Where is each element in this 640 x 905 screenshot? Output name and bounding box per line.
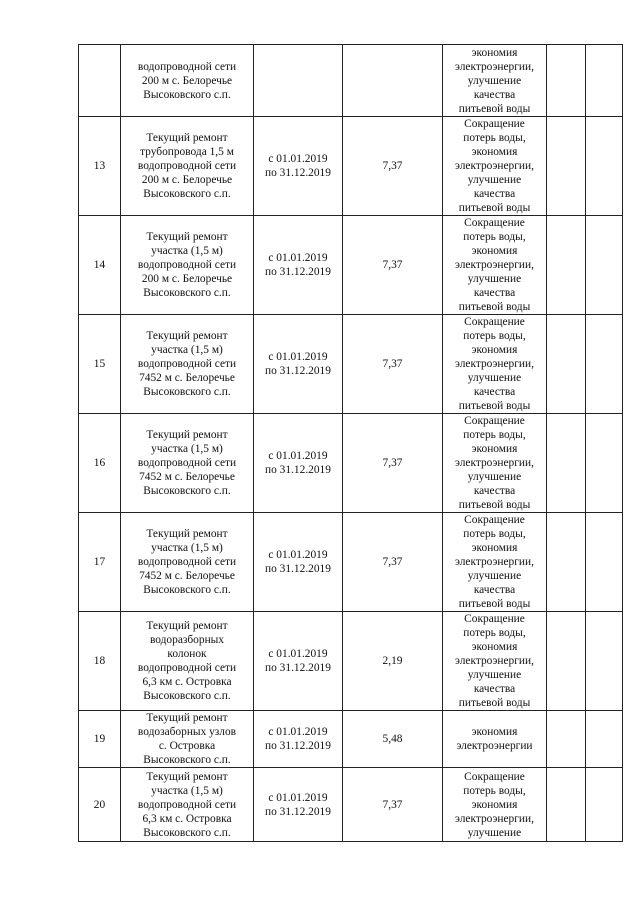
- effect-text: Сокращение потерь воды, экономия электроэнергии, улучшение: [455, 770, 534, 839]
- extra-cell: [547, 414, 586, 513]
- extra-cell: [547, 612, 586, 711]
- table-body: [79, 45, 623, 842]
- row-number-text: 14: [93, 259, 106, 271]
- period-text: с 01.01.2019 по 31.12.2019: [265, 252, 331, 278]
- extra-cell: [586, 768, 623, 842]
- effect-text: Сокращение потерь воды, экономия электроэнергии, улучшение качества питьевой воды: [455, 217, 534, 313]
- effect-cell: [443, 45, 547, 117]
- work-description-text: Текущий ремонт участка (1,5 м) водопроводной сети 6,3 км с. Островка Высоковского с.п.: [137, 770, 237, 839]
- cost-text: 7,37: [382, 259, 403, 271]
- row-number-cell: [79, 768, 121, 842]
- effect-text: Сокращение потерь воды, экономия электроэнергии, улучшение качества питьевой воды: [455, 415, 534, 511]
- period-text: с 01.01.2019 по 31.12.2019: [265, 351, 331, 377]
- extra-cell: [547, 45, 586, 117]
- work-description-cell: [121, 414, 254, 513]
- effect-text: Сокращение потерь воды, экономия электроэнергии, улучшение качества питьевой воды: [455, 613, 534, 709]
- row-number-cell: [79, 711, 121, 768]
- period-cell: [254, 711, 343, 768]
- row-number-text: 13: [93, 160, 106, 172]
- effect-cell: [443, 315, 547, 414]
- cost-cell: [343, 117, 443, 216]
- extra-cell: [586, 216, 623, 315]
- extra-cell: [586, 513, 623, 612]
- extra-cell: [547, 768, 586, 842]
- table-row: [79, 711, 623, 768]
- extra-cell: [586, 711, 623, 768]
- work-description-text: водопроводной сети 200 м с. Белоречье Высоковского с.п.: [137, 60, 237, 101]
- work-description-text: Текущий ремонт водозаборных узлов с. Островка Высоковского с.п.: [137, 712, 237, 766]
- cost-text: 7,37: [382, 160, 403, 172]
- period-cell: [254, 216, 343, 315]
- period-cell: [254, 513, 343, 612]
- extra-cell: [547, 117, 586, 216]
- work-description-cell: [121, 315, 254, 414]
- row-number-cell: [79, 45, 121, 117]
- row-number-cell: [79, 414, 121, 513]
- row-number-cell: [79, 117, 121, 216]
- extra-cell: [586, 117, 623, 216]
- effect-text: экономия электроэнергии, улучшение качества питьевой воды: [455, 46, 534, 115]
- cost-text: 7,37: [382, 457, 403, 469]
- works-table: [78, 44, 623, 842]
- cost-text: 7,37: [382, 556, 403, 568]
- cost-cell: [343, 768, 443, 842]
- cost-text: 7,37: [382, 798, 403, 811]
- effect-cell: [443, 216, 547, 315]
- cost-cell: [343, 414, 443, 513]
- effect-cell: [443, 768, 547, 842]
- period-text: с 01.01.2019 по 31.12.2019: [265, 450, 331, 476]
- extra-cell: [586, 414, 623, 513]
- cost-cell: [343, 711, 443, 768]
- period-cell: [254, 612, 343, 711]
- table-row: [79, 513, 623, 612]
- cost-text: 2,19: [382, 655, 403, 667]
- extra-cell: [547, 513, 586, 612]
- effect-cell: [443, 117, 547, 216]
- work-description-cell: [121, 216, 254, 315]
- effect-text: экономия электроэнергии: [456, 726, 533, 752]
- row-number-text: 16: [93, 457, 106, 469]
- extra-cell: [586, 612, 623, 711]
- cost-text: 5,48: [382, 733, 403, 745]
- row-number-text: 17: [93, 556, 106, 568]
- work-description-text: Текущий ремонт участка (1,5 м) водопроводной сети 7452 м с. Белоречье Высоковского с.п.: [137, 528, 237, 596]
- table-row: [79, 117, 623, 216]
- table-row: [79, 612, 623, 711]
- row-number-cell: [79, 513, 121, 612]
- period-cell: [254, 315, 343, 414]
- cost-cell: [343, 612, 443, 711]
- work-description-cell: [121, 612, 254, 711]
- work-description-text: Текущий ремонт участка (1,5 м) водопроводной сети 7452 м с. Белоречье Высоковского с.п.: [137, 429, 237, 497]
- cost-cell: [343, 216, 443, 315]
- extra-cell: [547, 216, 586, 315]
- row-number-text: 19: [93, 733, 106, 745]
- row-number-cell: [79, 216, 121, 315]
- work-description-cell: [121, 768, 254, 842]
- effect-cell: [443, 612, 547, 711]
- effect-cell: [443, 711, 547, 768]
- period-text: с 01.01.2019 по 31.12.2019: [265, 726, 331, 752]
- work-description-text: Текущий ремонт водоразборных колонок водопроводной сети 6,3 км с. Островка Высоковского с.п.: [137, 620, 237, 702]
- effect-text: Сокращение потерь воды, экономия электроэнергии, улучшение качества питьевой воды: [455, 514, 534, 610]
- row-number-cell: [79, 315, 121, 414]
- period-text: с 01.01.2019 по 31.12.2019: [265, 791, 331, 818]
- row-number-text: 15: [93, 358, 106, 370]
- effect-text: Сокращение потерь воды, экономия электроэнергии, улучшение качества питьевой воды: [455, 316, 534, 412]
- effect-text: Сокращение потерь воды, экономия электроэнергии, улучшение качества питьевой воды: [455, 118, 534, 214]
- table-row: [79, 768, 623, 842]
- period-text: с 01.01.2019 по 31.12.2019: [265, 549, 331, 575]
- work-description-text: Текущий ремонт участка (1,5 м) водопроводной сети 200 м с. Белоречье Высоковского с.п.: [137, 231, 237, 299]
- period-cell: [254, 768, 343, 842]
- table-row: [79, 315, 623, 414]
- period-cell: [254, 414, 343, 513]
- work-description-cell: [121, 117, 254, 216]
- table-row: [79, 216, 623, 315]
- cost-cell: [343, 315, 443, 414]
- period-text: с 01.01.2019 по 31.12.2019: [265, 648, 331, 674]
- work-description-cell: [121, 45, 254, 117]
- effect-cell: [443, 513, 547, 612]
- period-cell: [254, 117, 343, 216]
- table-row: [79, 45, 623, 117]
- period-cell: [254, 45, 343, 117]
- extra-cell: [547, 711, 586, 768]
- row-number-text: 18: [93, 655, 106, 667]
- row-number-text: 20: [93, 798, 106, 811]
- work-description-cell: [121, 513, 254, 612]
- work-description-cell: [121, 711, 254, 768]
- table-row: [79, 414, 623, 513]
- work-description-text: Текущий ремонт участка (1,5 м) водопроводной сети 7452 м с. Белоречье Высоковского с.п.: [137, 330, 237, 398]
- cost-text: 7,37: [382, 358, 403, 370]
- work-description-text: Текущий ремонт трубопровода 1,5 м водопроводной сети 200 м с. Белоречье Высоковского с.п.: [137, 132, 237, 200]
- extra-cell: [547, 315, 586, 414]
- extra-cell: [586, 45, 623, 117]
- effect-cell: [443, 414, 547, 513]
- period-text: с 01.01.2019 по 31.12.2019: [265, 153, 331, 179]
- row-number-cell: [79, 612, 121, 711]
- cost-cell: [343, 45, 443, 117]
- cost-cell: [343, 513, 443, 612]
- extra-cell: [586, 315, 623, 414]
